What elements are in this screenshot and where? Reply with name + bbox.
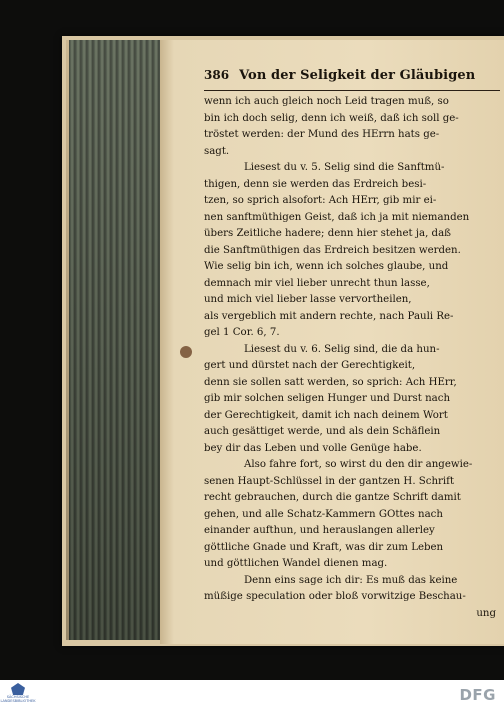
body-text xyxy=(204,94,500,622)
text-line: denn sie sollen satt werden, so sprich: Ach HErr, xyxy=(204,376,457,388)
text-line: nen sanftmüthigen Geist, daß ich ja mit niemanden xyxy=(204,211,470,223)
text-line: sagt. xyxy=(204,145,230,157)
text-line: Denn eins sage ich dir: Es muß das keine xyxy=(244,574,458,586)
text-line: und göttlichen Wandel dienen mag. xyxy=(204,558,388,569)
text-line: Liesest du v. 6. Selig sind, die da hun- xyxy=(244,343,440,355)
text-line: demnach mir viel lieber unrecht thun lasse, xyxy=(204,277,430,289)
text-line: gel 1 Cor. 6, 7. xyxy=(204,327,280,338)
text-line: bin ich doch selig, denn ich weiß, daß ich soll ge- xyxy=(204,112,459,124)
text-line: und mich viel lieber lasse vervortheilen, xyxy=(204,294,412,305)
library-logo-text: SÄCHSISCHE LANDESBIBLIOTHEK xyxy=(0,695,36,703)
running-head: Von der Seligkeit der Gläubigen xyxy=(239,68,476,83)
dfg-logo[interactable]: DFG xyxy=(459,686,496,704)
text-line: die Sanftmüthigen das Erdreich besitzen werden. xyxy=(204,244,461,256)
text-line: Also fahre fort, so wirst du den dir angewie- xyxy=(244,459,473,470)
text-line: tröstet werden: der Mund des HErrn hats ge- xyxy=(204,129,440,140)
text-line: Wie selig bin ich, wenn ich solches glaube, und xyxy=(204,261,449,272)
foxing-stain xyxy=(180,346,192,358)
text-line: einander aufthun, und herauslangen allerley xyxy=(204,525,435,536)
text-line: senen Haupt-Schlüssel in der gantzen H. Schrift xyxy=(204,475,455,487)
text-line: Liesest du v. 5. Selig sind die Sanftmü- xyxy=(244,162,445,173)
library-logo[interactable] xyxy=(0,683,36,707)
text-line: gib mir solchen seligen Hunger und Durst nach xyxy=(204,393,451,404)
text-line: als vergeblich mit andern rechte, nach Pauli Re- xyxy=(204,310,454,322)
library-emblem-icon xyxy=(11,683,25,695)
page-number: 386 xyxy=(204,68,230,82)
page-header xyxy=(204,68,500,91)
text-line: gert und dürstet nach der Gerechtigkeit, xyxy=(204,360,416,371)
text-line: thigen, denn sie werden das Erdreich besi- xyxy=(204,178,427,190)
text-line: recht gebrauchen, durch die gantze Schrift damit xyxy=(204,492,461,503)
catchword: ung xyxy=(476,607,496,619)
text-line: bey dir das Leben und volle Genüge habe. xyxy=(204,442,422,454)
text-line: wenn ich auch gleich noch Leid tragen muß, so xyxy=(204,96,449,107)
page-edges-shade xyxy=(66,40,162,640)
text-line: gehen, und alle Schatz-Kammern GOttes nach xyxy=(204,508,443,520)
text-line: tzen, so sprich alsofort: Ach HErr, gib mir ei- xyxy=(204,195,437,206)
viewer-footer xyxy=(0,680,504,709)
text-line: auch gesättiget werde, und als dein Schäflein xyxy=(204,426,441,437)
text-line: müßige speculation oder bloß vorwitzige Beschau- xyxy=(204,591,466,602)
text-line: der Gerechtigkeit, damit ich nach deinem Wort xyxy=(204,409,448,421)
text-line: göttliche Gnade und Kraft, was dir zum Leben xyxy=(204,541,444,553)
text-line: übers Zeitliche hadere; denn hier stehet ja, daß xyxy=(204,228,451,239)
book-page xyxy=(160,40,504,644)
